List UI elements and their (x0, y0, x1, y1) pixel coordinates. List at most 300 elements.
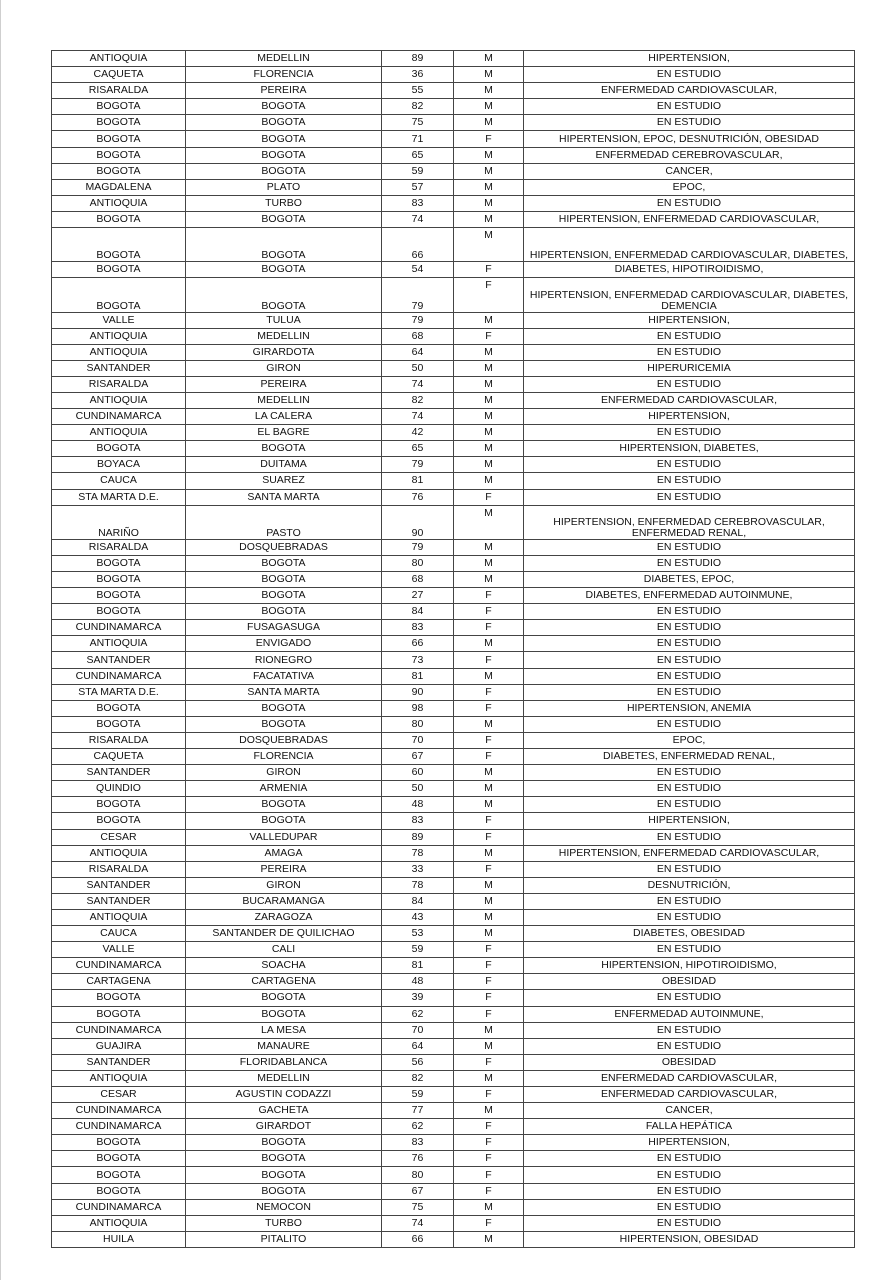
department-cell: BOGOTA (52, 555, 186, 571)
municipality-cell: LA MESA (186, 1022, 382, 1038)
table-row (52, 539, 855, 555)
sex-cell: F (454, 1151, 524, 1167)
condition-cell: EN ESTUDIO (524, 425, 855, 441)
age-cell: 84 (382, 893, 454, 909)
condition-cell: EPOC, (524, 732, 855, 748)
table-row (52, 262, 855, 278)
age-cell: 66 (382, 636, 454, 652)
table-row (52, 278, 855, 312)
age-cell: 53 (382, 926, 454, 942)
condition-cell: ENFERMEDAD CARDIOVASCULAR, (524, 1070, 855, 1086)
condition-cell: HIPERTENSION, ENFERMEDAD CARDIOVASCULAR, DIABETES, DEMENCIA (524, 278, 855, 312)
sex-cell: F (454, 684, 524, 700)
department-cell: CUNDINAMARCA (52, 958, 186, 974)
municipality-cell: FLORIDABLANCA (186, 1054, 382, 1070)
table-row (52, 732, 855, 748)
table-row (52, 1183, 855, 1199)
table-row (52, 1022, 855, 1038)
department-cell: SANTANDER (52, 1054, 186, 1070)
sex-cell: M (454, 163, 524, 179)
municipality-cell: GIRON (186, 877, 382, 893)
municipality-cell: BOGOTA (186, 572, 382, 588)
municipality-cell: BOGOTA (186, 163, 382, 179)
age-cell: 78 (382, 877, 454, 893)
department-cell: BOGOTA (52, 262, 186, 278)
municipality-cell: BOGOTA (186, 1167, 382, 1183)
table-row (52, 1167, 855, 1183)
department-cell: RISARALDA (52, 539, 186, 555)
municipality-cell: TURBO (186, 1215, 382, 1231)
municipality-cell: BOGOTA (186, 797, 382, 813)
department-cell: RISARALDA (52, 732, 186, 748)
age-cell: 89 (382, 829, 454, 845)
municipality-cell: CARTAGENA (186, 974, 382, 990)
municipality-cell: SANTA MARTA (186, 684, 382, 700)
age-cell: 90 (382, 505, 454, 539)
municipality-cell: DOSQUEBRADAS (186, 539, 382, 555)
age-cell: 39 (382, 990, 454, 1006)
table-row (52, 668, 855, 684)
department-cell: SANTANDER (52, 765, 186, 781)
sex-cell: M (454, 636, 524, 652)
age-cell: 59 (382, 163, 454, 179)
table-row (52, 1215, 855, 1231)
condition-cell: EN ESTUDIO (524, 99, 855, 115)
condition-cell: EN ESTUDIO (524, 990, 855, 1006)
age-cell: 42 (382, 425, 454, 441)
municipality-cell: SANTANDER DE QUILICHAO (186, 926, 382, 942)
condition-cell: EN ESTUDIO (524, 115, 855, 131)
table-row (52, 409, 855, 425)
department-cell: CESAR (52, 829, 186, 845)
municipality-cell: CALI (186, 942, 382, 958)
municipality-cell: FLORENCIA (186, 749, 382, 765)
department-cell: BOGOTA (52, 278, 186, 312)
table-row (52, 861, 855, 877)
sex-cell: M (454, 147, 524, 163)
table-row (52, 83, 855, 99)
condition-cell: EN ESTUDIO (524, 716, 855, 732)
age-cell: 80 (382, 555, 454, 571)
age-cell: 66 (382, 228, 454, 262)
condition-cell: FALLA HEPÁTICA (524, 1119, 855, 1135)
condition-cell: EN ESTUDIO (524, 1151, 855, 1167)
sex-cell: F (454, 990, 524, 1006)
table-row (52, 684, 855, 700)
age-cell: 59 (382, 942, 454, 958)
municipality-cell: BOGOTA (186, 700, 382, 716)
sex-cell: M (454, 572, 524, 588)
table-row (52, 211, 855, 227)
condition-cell: EN ESTUDIO (524, 1022, 855, 1038)
condition-cell: HIPERTENSION, DIABETES, (524, 441, 855, 457)
municipality-cell: BOGOTA (186, 131, 382, 147)
department-cell: BOGOTA (52, 163, 186, 179)
department-cell: CUNDINAMARCA (52, 1119, 186, 1135)
age-cell: 76 (382, 1151, 454, 1167)
municipality-cell: ZARAGOZA (186, 909, 382, 925)
department-cell: HUILA (52, 1231, 186, 1247)
sex-cell: F (454, 1135, 524, 1151)
condition-cell: ENFERMEDAD CARDIOVASCULAR, (524, 1087, 855, 1103)
age-cell: 79 (382, 539, 454, 555)
sex-cell: F (454, 1119, 524, 1135)
municipality-cell: DOSQUEBRADAS (186, 732, 382, 748)
department-cell: GUAJIRA (52, 1038, 186, 1054)
sex-cell: M (454, 1022, 524, 1038)
municipality-cell: PEREIRA (186, 376, 382, 392)
sex-cell: M (454, 716, 524, 732)
table-row (52, 926, 855, 942)
age-cell: 74 (382, 211, 454, 227)
condition-cell: EN ESTUDIO (524, 457, 855, 473)
table-row (52, 829, 855, 845)
table-row (52, 328, 855, 344)
condition-cell: HIPERTENSION, (524, 51, 855, 67)
sex-cell: F (454, 1006, 524, 1022)
municipality-cell: RIONEGRO (186, 652, 382, 668)
condition-cell: DESNUTRICIÓN, (524, 877, 855, 893)
department-cell: BOGOTA (52, 147, 186, 163)
condition-cell: HIPERTENSION, (524, 312, 855, 328)
department-cell: CARTAGENA (52, 974, 186, 990)
sex-cell: F (454, 813, 524, 829)
municipality-cell: BOGOTA (186, 441, 382, 457)
sex-cell: M (454, 893, 524, 909)
municipality-cell: BOGOTA (186, 99, 382, 115)
table-row (52, 489, 855, 505)
age-cell: 27 (382, 588, 454, 604)
department-cell: BOGOTA (52, 1135, 186, 1151)
condition-cell: EN ESTUDIO (524, 909, 855, 925)
age-cell: 82 (382, 1070, 454, 1086)
table-row (52, 604, 855, 620)
age-cell: 55 (382, 83, 454, 99)
age-cell: 67 (382, 1183, 454, 1199)
municipality-cell: MEDELLIN (186, 51, 382, 67)
age-cell: 64 (382, 344, 454, 360)
department-cell: ANTIOQUIA (52, 328, 186, 344)
department-cell: SANTANDER (52, 877, 186, 893)
condition-cell: HIPERTENSION, ENFERMEDAD CARDIOVASCULAR, DIABETES, (524, 228, 855, 262)
sex-cell: M (454, 473, 524, 489)
department-cell: VALLE (52, 312, 186, 328)
table-row (52, 312, 855, 328)
table-row (52, 228, 855, 262)
table-row (52, 1006, 855, 1022)
age-cell: 83 (382, 1135, 454, 1151)
sex-cell: F (454, 974, 524, 990)
sex-cell: M (454, 539, 524, 555)
age-cell: 76 (382, 489, 454, 505)
age-cell: 33 (382, 861, 454, 877)
table-row (52, 555, 855, 571)
municipality-cell: PEREIRA (186, 83, 382, 99)
table-row (52, 163, 855, 179)
table-row (52, 974, 855, 990)
department-cell: ANTIOQUIA (52, 909, 186, 925)
age-cell: 79 (382, 278, 454, 312)
age-cell: 78 (382, 845, 454, 861)
condition-cell: EN ESTUDIO (524, 765, 855, 781)
sex-cell: F (454, 700, 524, 716)
sex-cell: M (454, 99, 524, 115)
table-row (52, 877, 855, 893)
department-cell: BOGOTA (52, 1183, 186, 1199)
condition-cell: DIABETES, ENFERMEDAD RENAL, (524, 749, 855, 765)
department-cell: CUNDINAMARCA (52, 1199, 186, 1215)
table-row (52, 893, 855, 909)
sex-cell: F (454, 652, 524, 668)
sex-cell: F (454, 749, 524, 765)
sex-cell: M (454, 360, 524, 376)
department-cell: BOGOTA (52, 1006, 186, 1022)
table-row (52, 1231, 855, 1247)
age-cell: 75 (382, 1199, 454, 1215)
municipality-cell: BUCARAMANGA (186, 893, 382, 909)
municipality-cell: SUAREZ (186, 473, 382, 489)
municipality-cell: BOGOTA (186, 604, 382, 620)
table-row (52, 195, 855, 211)
condition-cell: DIABETES, OBESIDAD (524, 926, 855, 942)
age-cell: 64 (382, 1038, 454, 1054)
municipality-cell: GIRON (186, 360, 382, 376)
condition-cell: HIPERTENSION, ENFERMEDAD CARDIOVASCULAR, (524, 845, 855, 861)
condition-cell: EN ESTUDIO (524, 1038, 855, 1054)
age-cell: 75 (382, 115, 454, 131)
age-cell: 66 (382, 1231, 454, 1247)
condition-cell: EN ESTUDIO (524, 684, 855, 700)
condition-cell: EN ESTUDIO (524, 893, 855, 909)
municipality-cell: GIRON (186, 765, 382, 781)
table-row (52, 572, 855, 588)
municipality-cell: SOACHA (186, 958, 382, 974)
municipality-cell: AGUSTIN CODAZZI (186, 1087, 382, 1103)
department-cell: SANTANDER (52, 360, 186, 376)
municipality-cell: PEREIRA (186, 861, 382, 877)
sex-cell: F (454, 588, 524, 604)
municipality-cell: TURBO (186, 195, 382, 211)
municipality-cell: BOGOTA (186, 555, 382, 571)
table-row (52, 1135, 855, 1151)
age-cell: 59 (382, 1087, 454, 1103)
sex-cell: F (454, 328, 524, 344)
department-cell: SANTANDER (52, 893, 186, 909)
condition-cell: EN ESTUDIO (524, 797, 855, 813)
age-cell: 74 (382, 409, 454, 425)
municipality-cell: BOGOTA (186, 147, 382, 163)
sex-cell: M (454, 926, 524, 942)
department-cell: VALLE (52, 942, 186, 958)
sex-cell: M (454, 1103, 524, 1119)
age-cell: 82 (382, 392, 454, 408)
age-cell: 79 (382, 312, 454, 328)
sex-cell: F (454, 942, 524, 958)
department-cell: BOGOTA (52, 604, 186, 620)
age-cell: 70 (382, 1022, 454, 1038)
sex-cell: M (454, 781, 524, 797)
sex-cell: F (454, 131, 524, 147)
age-cell: 90 (382, 684, 454, 700)
municipality-cell: BOGOTA (186, 1183, 382, 1199)
sex-cell: M (454, 392, 524, 408)
condition-cell: HIPERTENSION, (524, 409, 855, 425)
condition-cell: HIPERTENSION, (524, 1135, 855, 1151)
municipality-cell: GIRARDOT (186, 1119, 382, 1135)
department-cell: BOGOTA (52, 131, 186, 147)
department-cell: RISARALDA (52, 861, 186, 877)
table-row (52, 1070, 855, 1086)
condition-cell: DIABETES, ENFERMEDAD AUTOINMUNE, (524, 588, 855, 604)
age-cell: 67 (382, 749, 454, 765)
table-row (52, 1087, 855, 1103)
age-cell: 70 (382, 732, 454, 748)
department-cell: BOGOTA (52, 813, 186, 829)
age-cell: 98 (382, 700, 454, 716)
department-cell: BOGOTA (52, 588, 186, 604)
age-cell: 81 (382, 473, 454, 489)
sex-cell: M (454, 668, 524, 684)
condition-cell: EN ESTUDIO (524, 652, 855, 668)
sex-cell: M (454, 409, 524, 425)
municipality-cell: PLATO (186, 179, 382, 195)
sex-cell: F (454, 604, 524, 620)
department-cell: CESAR (52, 1087, 186, 1103)
department-cell: CUNDINAMARCA (52, 1022, 186, 1038)
sex-cell: M (454, 909, 524, 925)
table-row (52, 749, 855, 765)
condition-cell: EN ESTUDIO (524, 668, 855, 684)
municipality-cell: MANAURE (186, 1038, 382, 1054)
municipality-cell: ENVIGADO (186, 636, 382, 652)
department-cell: RISARALDA (52, 376, 186, 392)
table-row (52, 1151, 855, 1167)
department-cell: ANTIOQUIA (52, 1215, 186, 1231)
sex-cell: M (454, 425, 524, 441)
municipality-cell: VALLEDUPAR (186, 829, 382, 845)
age-cell: 77 (382, 1103, 454, 1119)
department-cell: BOGOTA (52, 115, 186, 131)
sex-cell: M (454, 555, 524, 571)
table-row (52, 179, 855, 195)
condition-cell: HIPERTENSION, ENFERMEDAD CEREBROVASCULAR, ENFERMEDAD RENAL, (524, 505, 855, 539)
age-cell: 71 (382, 131, 454, 147)
sex-cell: M (454, 1231, 524, 1247)
department-cell: BOGOTA (52, 1151, 186, 1167)
records-table (51, 50, 855, 1248)
department-cell: ANTIOQUIA (52, 392, 186, 408)
condition-cell: CANCER, (524, 163, 855, 179)
sex-cell: M (454, 765, 524, 781)
sex-cell: M (454, 877, 524, 893)
municipality-cell: NEMOCON (186, 1199, 382, 1215)
table-row (52, 67, 855, 83)
condition-cell: EN ESTUDIO (524, 781, 855, 797)
condition-cell: ENFERMEDAD CARDIOVASCULAR, (524, 83, 855, 99)
condition-cell: EN ESTUDIO (524, 489, 855, 505)
table-row (52, 813, 855, 829)
sex-cell: M (454, 115, 524, 131)
age-cell: 68 (382, 572, 454, 588)
municipality-cell: GACHETA (186, 1103, 382, 1119)
age-cell: 82 (382, 99, 454, 115)
department-cell: BOGOTA (52, 99, 186, 115)
municipality-cell: BOGOTA (186, 228, 382, 262)
age-cell: 50 (382, 781, 454, 797)
department-cell: STA MARTA D.E. (52, 684, 186, 700)
table-row (52, 1119, 855, 1135)
sex-cell: M (454, 83, 524, 99)
table-row (52, 1103, 855, 1119)
municipality-cell: MEDELLIN (186, 328, 382, 344)
sex-cell: F (454, 861, 524, 877)
table-row (52, 990, 855, 1006)
department-cell: BOYACA (52, 457, 186, 473)
municipality-cell: BOGOTA (186, 990, 382, 1006)
table-row (52, 457, 855, 473)
age-cell: 68 (382, 328, 454, 344)
condition-cell: HIPERTENSION, HIPOTIROIDISMO, (524, 958, 855, 974)
table-row (52, 344, 855, 360)
table-row (52, 700, 855, 716)
condition-cell: EN ESTUDIO (524, 1199, 855, 1215)
department-cell: RISARALDA (52, 83, 186, 99)
table-row (52, 473, 855, 489)
municipality-cell: BOGOTA (186, 1006, 382, 1022)
age-cell: 80 (382, 1167, 454, 1183)
municipality-cell: BOGOTA (186, 211, 382, 227)
table-row (52, 716, 855, 732)
sex-cell: F (454, 1087, 524, 1103)
municipality-cell: TULUA (186, 312, 382, 328)
age-cell: 74 (382, 1215, 454, 1231)
table-row (52, 845, 855, 861)
sex-cell: M (454, 457, 524, 473)
municipality-cell: PASTO (186, 505, 382, 539)
condition-cell: EN ESTUDIO (524, 67, 855, 83)
sex-cell: M (454, 797, 524, 813)
department-cell: ANTIOQUIA (52, 195, 186, 211)
table-row (52, 781, 855, 797)
age-cell: 84 (382, 604, 454, 620)
department-cell: BOGOTA (52, 572, 186, 588)
municipality-cell: SANTA MARTA (186, 489, 382, 505)
municipality-cell: GIRARDOTA (186, 344, 382, 360)
condition-cell: EN ESTUDIO (524, 1167, 855, 1183)
table-row (52, 588, 855, 604)
municipality-cell: BOGOTA (186, 278, 382, 312)
condition-cell: HIPERTENSION, EPOC, DESNUTRICIÓN, OBESIDAD (524, 131, 855, 147)
municipality-cell: BOGOTA (186, 115, 382, 131)
age-cell: 73 (382, 652, 454, 668)
sex-cell: M (454, 376, 524, 392)
department-cell: CAUCA (52, 473, 186, 489)
table-row (52, 1038, 855, 1054)
table-row (52, 505, 855, 539)
condition-cell: EN ESTUDIO (524, 195, 855, 211)
table-row (52, 1054, 855, 1070)
condition-cell: HIPERTENSION, (524, 813, 855, 829)
condition-cell: EN ESTUDIO (524, 636, 855, 652)
municipality-cell: FLORENCIA (186, 67, 382, 83)
municipality-cell: EL BAGRE (186, 425, 382, 441)
condition-cell: EN ESTUDIO (524, 328, 855, 344)
sex-cell: M (454, 1070, 524, 1086)
condition-cell: EN ESTUDIO (524, 1183, 855, 1199)
department-cell: ANTIOQUIA (52, 51, 186, 67)
age-cell: 50 (382, 360, 454, 376)
table-row (52, 958, 855, 974)
